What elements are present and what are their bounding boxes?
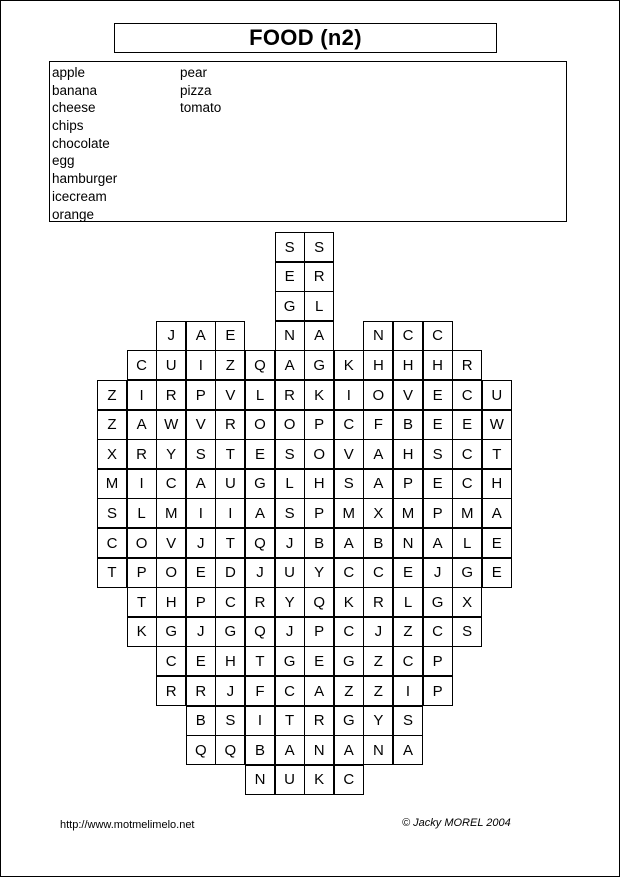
grid-cell: Q <box>304 587 334 617</box>
grid-cell: N <box>304 735 334 765</box>
word-item: chocolate <box>52 135 110 151</box>
grid-cell: A <box>186 321 216 351</box>
grid-cell: Z <box>97 410 127 440</box>
grid-cell: M <box>452 498 482 528</box>
grid-cell: K <box>334 587 364 617</box>
grid-cell: L <box>393 587 423 617</box>
grid-cell: H <box>423 350 453 380</box>
grid-cell: H <box>482 469 512 499</box>
grid-cell: E <box>304 646 334 676</box>
grid-cell: G <box>304 350 334 380</box>
grid-cell: Z <box>363 646 393 676</box>
grid-cell: S <box>452 617 482 647</box>
grid-cell: C <box>334 558 364 588</box>
grid-cell: H <box>215 646 245 676</box>
grid-cell: F <box>245 676 275 706</box>
grid-cell: N <box>245 765 275 795</box>
grid-cell: O <box>304 439 334 469</box>
grid-cell: C <box>452 439 482 469</box>
grid-cell: R <box>215 410 245 440</box>
grid-cell: L <box>452 528 482 558</box>
grid-cell: C <box>275 676 305 706</box>
grid-cell: C <box>452 469 482 499</box>
grid-cell: V <box>156 528 186 558</box>
grid-cell: G <box>275 646 305 676</box>
grid-cell: C <box>215 587 245 617</box>
grid-cell: A <box>275 350 305 380</box>
grid-cell: L <box>275 469 305 499</box>
grid-cell: J <box>156 321 186 351</box>
grid-cell: R <box>363 587 393 617</box>
grid-cell: E <box>423 380 453 410</box>
grid-cell: G <box>215 617 245 647</box>
grid-cell: P <box>423 498 453 528</box>
grid-cell: R <box>186 676 216 706</box>
grid-cell: Z <box>334 676 364 706</box>
word-item: pear <box>180 65 208 80</box>
grid-cell: A <box>186 469 216 499</box>
grid-cell: J <box>275 528 305 558</box>
grid-cell: Z <box>363 676 393 706</box>
grid-cell: T <box>482 439 512 469</box>
grid-cell: T <box>97 558 127 588</box>
grid-cell: E <box>423 410 453 440</box>
grid-cell: O <box>275 410 305 440</box>
grid-cell: S <box>215 706 245 736</box>
grid-cell: U <box>215 469 245 499</box>
grid-cell: B <box>186 706 216 736</box>
word-item: egg <box>52 153 75 169</box>
grid-cell: E <box>186 558 216 588</box>
grid-cell: R <box>304 706 334 736</box>
grid-cell: C <box>423 617 453 647</box>
grid-cell: O <box>156 558 186 588</box>
grid-cell: P <box>186 380 216 410</box>
grid-cell: G <box>423 587 453 617</box>
grid-cell: G <box>334 646 364 676</box>
grid-cell: A <box>127 410 157 440</box>
grid-cell: A <box>334 735 364 765</box>
word-item: tomato <box>180 100 222 116</box>
grid-cell: C <box>334 410 364 440</box>
word-item: apple <box>52 65 86 80</box>
grid-cell: T <box>215 528 245 558</box>
grid-cell: I <box>127 469 157 499</box>
grid-cell: L <box>304 291 334 321</box>
grid-cell: A <box>275 735 305 765</box>
word-item: chips <box>52 118 84 134</box>
grid-cell: S <box>275 232 305 262</box>
grid-cell: N <box>275 321 305 351</box>
grid-cell: C <box>452 380 482 410</box>
grid-cell: Y <box>275 587 305 617</box>
grid-cell: P <box>423 676 453 706</box>
grid-cell: K <box>304 380 334 410</box>
grid-cell: S <box>393 706 423 736</box>
grid-cell: P <box>423 646 453 676</box>
grid-cell: U <box>156 350 186 380</box>
grid-cell: U <box>482 380 512 410</box>
grid-cell: S <box>304 232 334 262</box>
grid-cell: C <box>156 469 186 499</box>
grid-cell: A <box>363 439 393 469</box>
grid-cell: A <box>334 528 364 558</box>
grid-cell: R <box>156 380 186 410</box>
grid-cell: C <box>393 321 423 351</box>
grid-cell: S <box>423 439 453 469</box>
grid-cell: Q <box>215 735 245 765</box>
grid-cell: M <box>334 498 364 528</box>
footer-url: http://www.motmelimelo.net <box>60 819 195 831</box>
grid-cell: N <box>393 528 423 558</box>
grid-cell: P <box>127 558 157 588</box>
grid-cell: U <box>275 558 305 588</box>
grid-cell: E <box>245 439 275 469</box>
grid-cell: V <box>393 380 423 410</box>
grid-cell: N <box>363 321 393 351</box>
grid-cell: K <box>127 617 157 647</box>
grid-cell: Q <box>245 350 275 380</box>
grid-cell: I <box>245 706 275 736</box>
grid-cell: S <box>334 469 364 499</box>
grid-cell: A <box>304 321 334 351</box>
grid-cell: J <box>363 617 393 647</box>
grid-cell: X <box>452 587 482 617</box>
grid-cell: C <box>156 646 186 676</box>
grid-cell: T <box>127 587 157 617</box>
grid-cell: G <box>334 706 364 736</box>
grid-cell: H <box>304 469 334 499</box>
grid-cell: Y <box>363 706 393 736</box>
grid-cell: C <box>334 617 364 647</box>
word-item: cheese <box>52 100 96 116</box>
grid-cell: T <box>275 706 305 736</box>
grid-cell: Q <box>245 528 275 558</box>
grid-cell: C <box>423 321 453 351</box>
grid-cell: D <box>215 558 245 588</box>
grid-cell: U <box>275 765 305 795</box>
grid-cell: M <box>97 469 127 499</box>
grid-cell: R <box>304 262 334 292</box>
grid-cell: S <box>97 498 127 528</box>
grid-cell: C <box>127 350 157 380</box>
grid-cell: P <box>393 469 423 499</box>
grid-cell: E <box>482 558 512 588</box>
grid-cell: J <box>275 617 305 647</box>
grid-cell: J <box>186 528 216 558</box>
grid-cell: H <box>393 350 423 380</box>
grid-cell: A <box>482 498 512 528</box>
grid-cell: E <box>482 528 512 558</box>
grid-cell: N <box>363 735 393 765</box>
grid-cell: X <box>363 498 393 528</box>
word-item: hamburger <box>52 171 118 187</box>
grid-cell: G <box>275 291 305 321</box>
grid-cell: K <box>334 350 364 380</box>
grid-cell: Z <box>97 380 127 410</box>
grid-cell: C <box>363 558 393 588</box>
grid-cell: E <box>186 646 216 676</box>
grid-cell: C <box>334 765 364 795</box>
grid-cell: A <box>423 528 453 558</box>
grid-cell: Z <box>215 350 245 380</box>
grid-cell: I <box>127 380 157 410</box>
grid-cell: S <box>275 439 305 469</box>
grid-cell: W <box>482 410 512 440</box>
grid-cell: O <box>363 380 393 410</box>
grid-cell: I <box>393 676 423 706</box>
grid-cell: L <box>127 498 157 528</box>
word-item: orange <box>52 206 95 222</box>
grid-cell: M <box>156 498 186 528</box>
grid-cell: E <box>452 410 482 440</box>
grid-cell: P <box>304 410 334 440</box>
word-item: banana <box>52 82 98 98</box>
grid-cell: J <box>423 558 453 588</box>
grid-cell: A <box>393 735 423 765</box>
grid-cell: J <box>245 558 275 588</box>
grid-cell: T <box>215 439 245 469</box>
grid-cell: I <box>215 498 245 528</box>
puzzle-title-text: FOOD (n2) <box>249 25 362 50</box>
grid-cell: B <box>363 528 393 558</box>
grid-cell: S <box>275 498 305 528</box>
grid-cell: A <box>304 676 334 706</box>
grid-cell: V <box>215 380 245 410</box>
grid-cell: R <box>275 380 305 410</box>
grid-cell: J <box>186 617 216 647</box>
grid-cell: I <box>186 350 216 380</box>
grid-cell: E <box>215 321 245 351</box>
grid-cell: T <box>245 646 275 676</box>
grid-cell: R <box>156 676 186 706</box>
grid-cell: A <box>363 469 393 499</box>
grid-cell: Y <box>156 439 186 469</box>
grid-cell: P <box>304 498 334 528</box>
grid-cell: O <box>245 410 275 440</box>
grid-cell: R <box>245 587 275 617</box>
grid-cell: Q <box>245 617 275 647</box>
grid-cell: Q <box>186 735 216 765</box>
grid-cell: G <box>452 558 482 588</box>
grid-cell: J <box>215 676 245 706</box>
grid-cell: K <box>304 765 334 795</box>
grid-cell: R <box>127 439 157 469</box>
grid-cell: R <box>452 350 482 380</box>
grid-cell: M <box>393 498 423 528</box>
word-item: icecream <box>52 188 107 204</box>
grid-cell: H <box>156 587 186 617</box>
grid-cell: B <box>304 528 334 558</box>
grid-cell: H <box>363 350 393 380</box>
grid-cell: C <box>393 646 423 676</box>
grid-cell: P <box>304 617 334 647</box>
grid-cell: E <box>423 469 453 499</box>
grid-cell: V <box>186 410 216 440</box>
grid-cell: F <box>363 410 393 440</box>
grid-cell: I <box>334 380 364 410</box>
grid-cell: I <box>186 498 216 528</box>
grid-cell: C <box>97 528 127 558</box>
grid-cell: G <box>245 469 275 499</box>
grid-cell: A <box>245 498 275 528</box>
grid-cell: E <box>275 262 305 292</box>
grid-cell: E <box>393 558 423 588</box>
grid-cell: H <box>393 439 423 469</box>
grid-cell: Y <box>304 558 334 588</box>
grid-cell: B <box>393 410 423 440</box>
word-item: pizza <box>180 82 212 98</box>
grid-cell: O <box>127 528 157 558</box>
grid-cell: B <box>245 735 275 765</box>
grid-cell: Z <box>393 617 423 647</box>
grid-cell: W <box>156 410 186 440</box>
grid-cell: P <box>186 587 216 617</box>
grid-cell: S <box>186 439 216 469</box>
footer-copyright: © Jacky MOREL 2004 <box>402 817 511 829</box>
grid-cell: X <box>97 439 127 469</box>
grid-cell: L <box>245 380 275 410</box>
grid-cell: V <box>334 439 364 469</box>
grid-cell: G <box>156 617 186 647</box>
